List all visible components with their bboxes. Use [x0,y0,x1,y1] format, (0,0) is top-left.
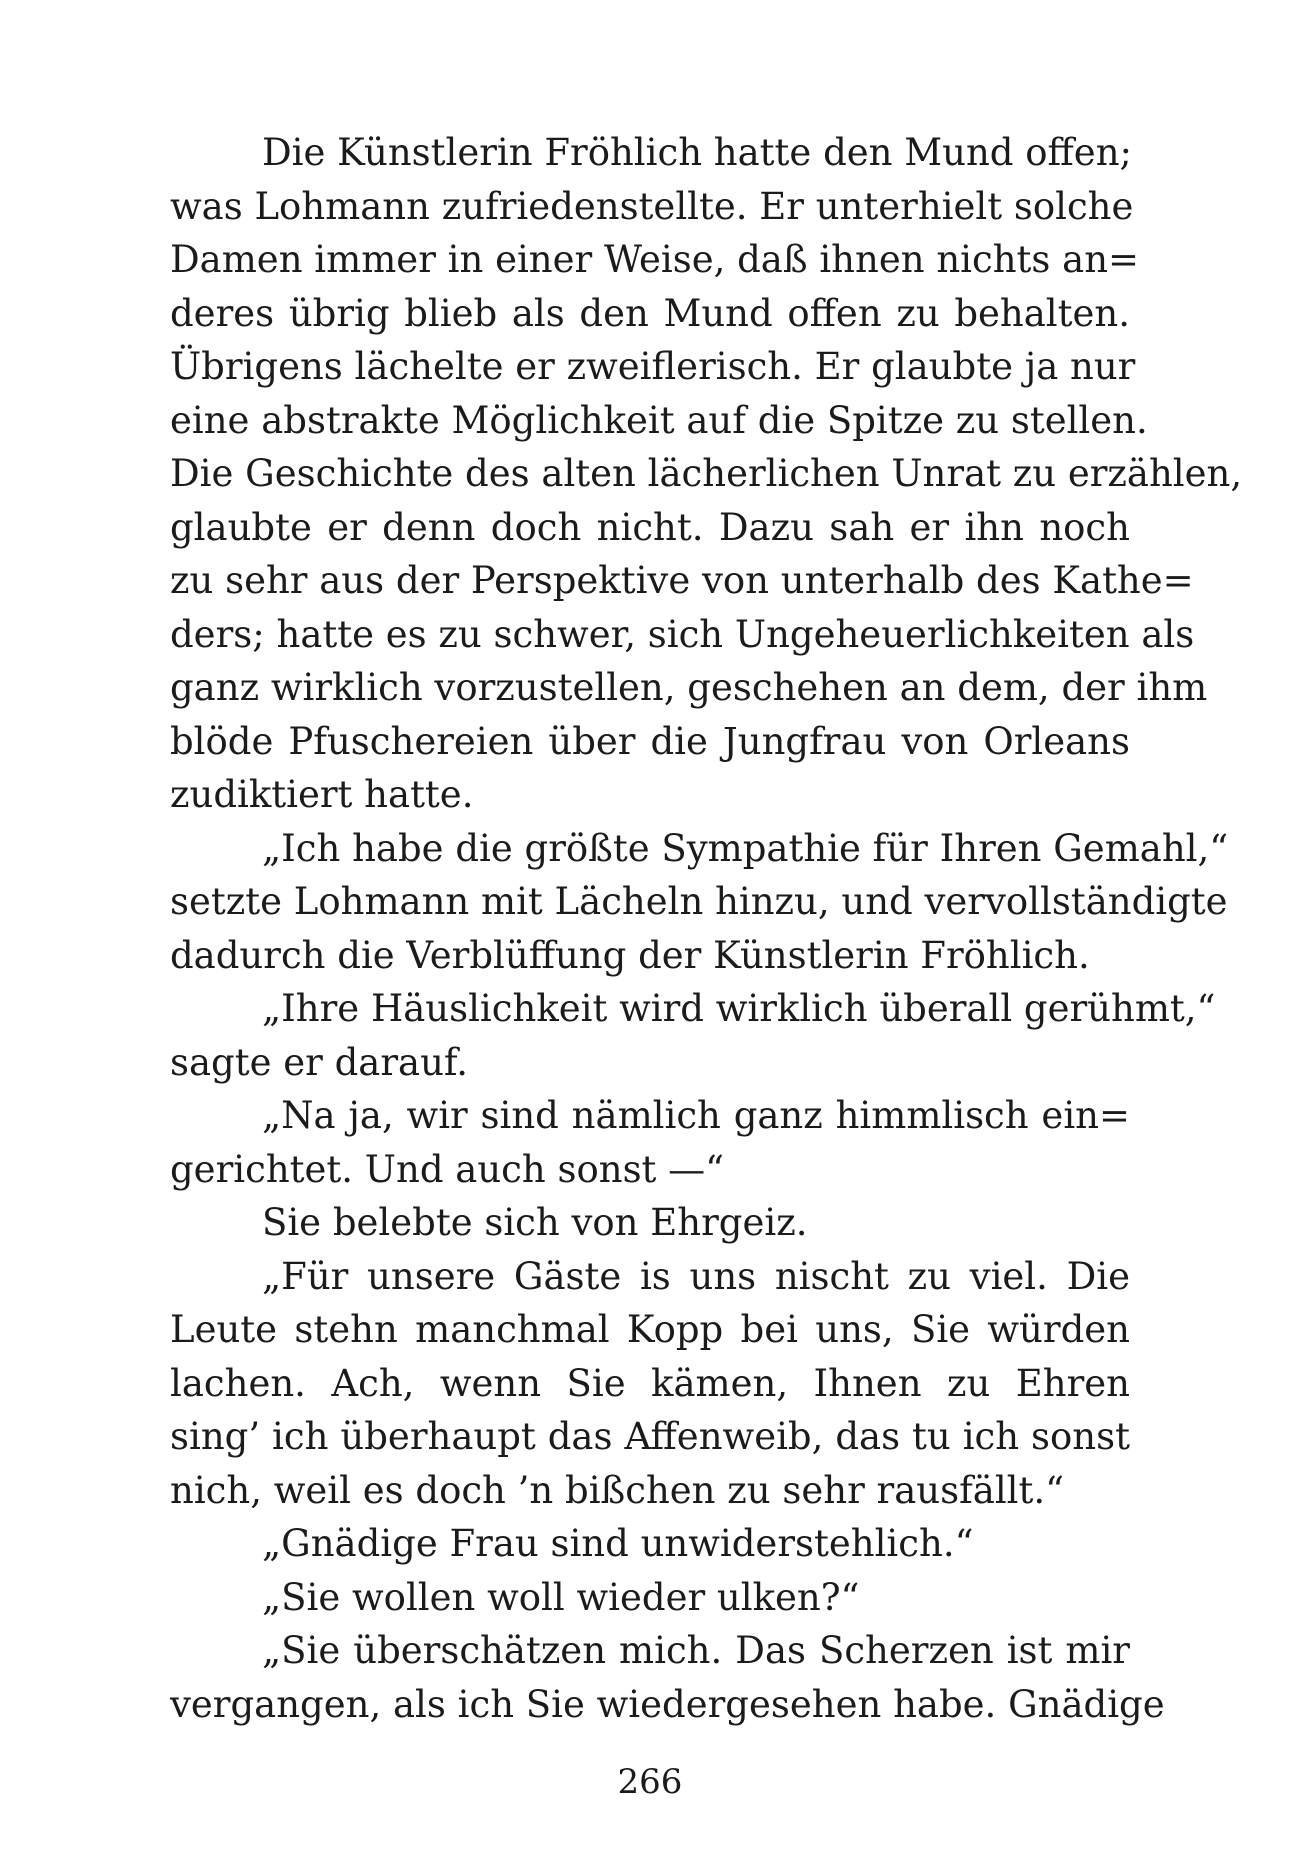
text-line: blöde Pfuschereien über die Jungfrau von Orleans [170,719,1130,763]
text-line: dadurch die Verblüffung der Künstlerin Fröhlich. [170,933,1090,977]
text-line: „Sie überschätzen mich. Das Scherzen ist mir [262,1629,1130,1672]
text-line: sing’ ich überhaupt das Affenweib, das tu ich sonst [170,1415,1130,1458]
text-line: deres übrig blieb als den Mund offen zu behalten. [170,291,1130,335]
text-line: Die Geschichte des alten lächerlichen Unrat zu erzählen, [170,452,1243,495]
text-line: nich, weil es doch ’n bißchen zu sehr rausfällt.“ [170,1468,1065,1512]
page-number: 266 [617,1762,683,1802]
text-line: Sie belebte sich von Ehrgeiz. [262,1201,808,1244]
text-line: „Ich habe die größte Sympathie für Ihren Gemahl,“ [262,826,1229,870]
text-line: setzte Lohmann mit Lächeln hinzu, und vervollständigte [170,880,1228,923]
text-line: Leute stehn manchmal Kopp bei uns, Sie würden [170,1308,1130,1351]
text-line: „Sie wollen woll wieder ulken?“ [262,1575,860,1619]
text-line: was Lohmann zufriedenstellte. Er unterhielt solche [170,184,1134,228]
text-line: Die Künstlerin Fröhlich hatte den Mund offen; [262,131,1132,174]
text-line: zu sehr aus der Perspektive von unterhalb des Kathe= [170,559,1194,602]
text-line: „Na ja, wir sind nämlich ganz himmlisch ein= [262,1094,1130,1137]
text-line: „Für unsere Gäste is uns nischt zu viel. Die [262,1254,1130,1298]
text-line: sagte er darauf. [170,1040,469,1084]
text-line: ders; hatte es zu schwer, sich Ungeheuerlichkeiten als [170,612,1195,656]
body-text [170,126,1243,1731]
text-line: eine abstrakte Möglichkeit auf die Spitze zu stellen. [170,398,1148,442]
text-line: ganz wirklich vorzustellen, geschehen an dem, der ihm [170,666,1208,709]
text-line: „Ihre Häuslichkeit wird wirklich überall gerühmt,“ [262,987,1216,1030]
text-line: „Gnädige Frau sind unwiderstehlich.“ [262,1522,974,1565]
text-line: Übrigens lächelte er zweiflerisch. Er glaubte ja nur [170,345,1136,388]
text-line: vergangen, als ich Sie wiedergesehen habe. Gnädige [170,1682,1165,1726]
text-line: Damen immer in einer Weise, daß ihnen nichts an= [170,238,1140,281]
text-line: glaubte er denn doch nicht. Dazu sah er ihn noch [170,505,1130,549]
text-line: zudiktiert hatte. [170,773,474,816]
text-line: gerichtet. Und auch sonst —“ [170,1147,725,1191]
text-line: lachen. Ach, wenn Sie kämen, Ihnen zu Ehren [170,1361,1130,1405]
